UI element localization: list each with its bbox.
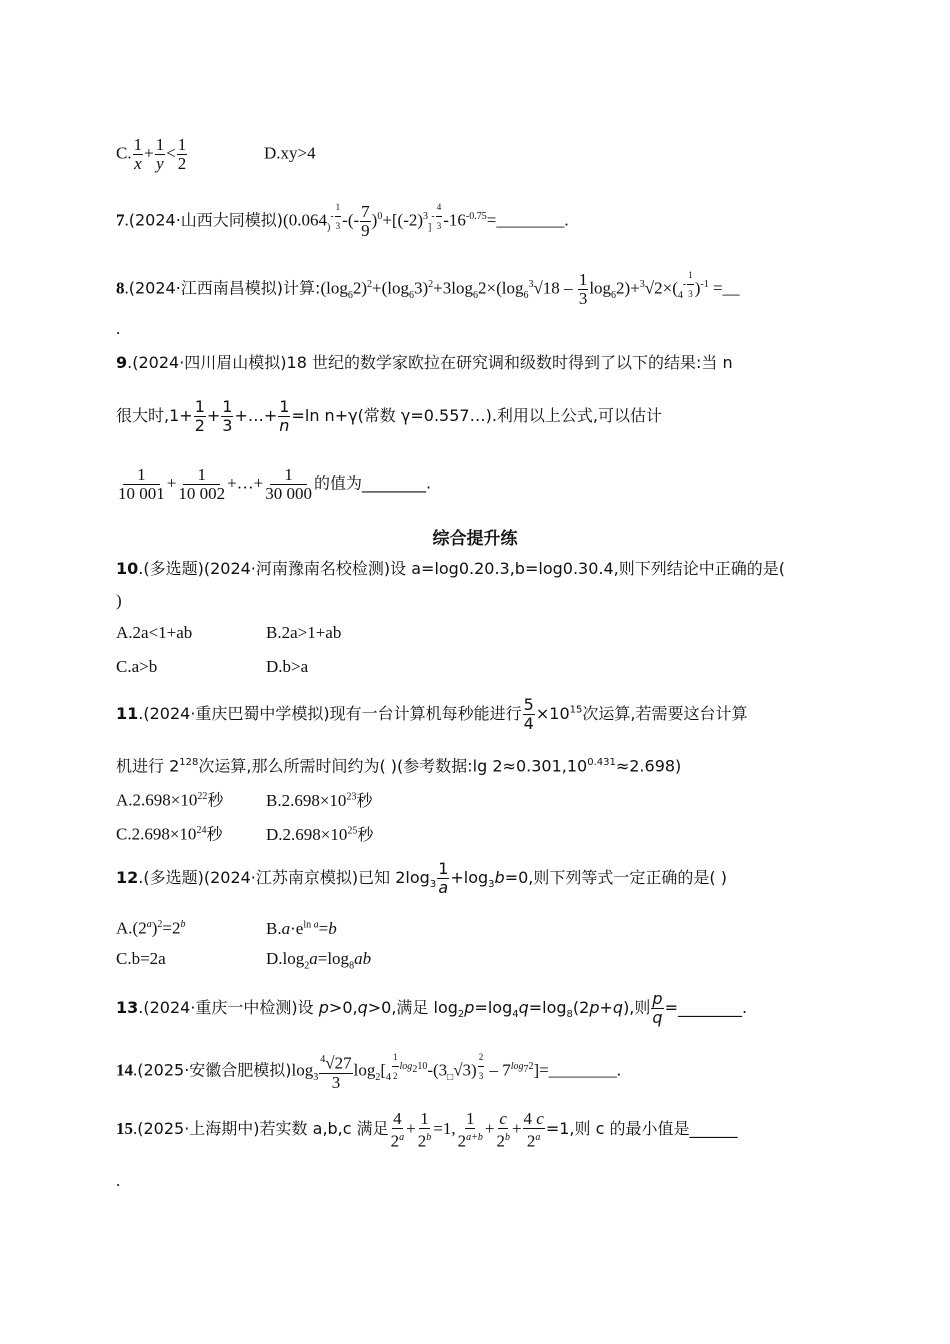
q11-text2b: 次运算,那么所需时间约为( )(参考数据:lg 2≈0.301,10 — [198, 756, 588, 776]
q9-answer-blank: 的值为________. — [314, 473, 432, 493]
q12-option-a: $A.(2^a)^2=2^b$ — [116, 918, 186, 938]
q15-continuation: . — [116, 1171, 121, 1190]
q8-answer-blank: =__ — [713, 278, 740, 298]
q13-number: 13 — [116, 998, 139, 1017]
q15-number: 15 — [116, 1119, 133, 1139]
q9-text2b: =ln n+γ(常数 γ=0.557…).利用以上公式,可以估计 — [291, 406, 662, 425]
q15-text: 若实数 a,b,c 满足 — [259, 1119, 389, 1139]
q10-line: 10.(多选题)(2024·河南豫南名校检测)设 a=log0.20.3,b=log0.30.4,则下列结论中正确的是( — [116, 559, 785, 578]
q11-line1: 11.(2024·重庆巴蜀中学模拟)现有一台计算机每秒能进行 $\frac{5}{4}$ $\times 10^{15}$次运算,若需要这台计算 — [116, 695, 748, 733]
q10-continuation: ) — [116, 591, 122, 610]
q10-number: 10 — [116, 559, 139, 578]
q9-text1: 18 世纪的数学家欧拉在研究调和级数时得到了以下的结果:当 n — [286, 353, 733, 372]
q6-option-d: D.xy>4 — [264, 143, 316, 163]
section-title: 综合提升练 — [432, 529, 518, 549]
q10-option-a: A.2a<1+ab — [116, 623, 193, 642]
q11-option-d: $D.2.698\times 10^{25}$秒 — [266, 824, 374, 844]
q6-option-c-label: C. — [116, 143, 132, 163]
q14-number: 14 — [116, 1060, 133, 1080]
q11-number: 11 — [116, 704, 139, 723]
q12-source: (多选题)(2024·江苏南京模拟) — [143, 868, 359, 887]
q7-source: (2024·山西大同模拟) — [128, 210, 284, 230]
q15-source: (2025·上海期中) — [137, 1119, 260, 1139]
q13-answer-blank: =________. — [664, 998, 748, 1017]
q8-continuation: . — [116, 319, 121, 338]
q10-options-cd — [116, 656, 308, 678]
q9-denominator-1: 10 001 — [118, 484, 165, 503]
q11-options-cd — [116, 820, 373, 846]
q14-answer-blank: =________. — [539, 1060, 621, 1080]
q12-option-c: C.b=2a — [116, 949, 166, 968]
q14-source: (2025·安徽合肥模拟) — [137, 1060, 292, 1080]
q11-source: (2024·重庆巴蜀中学模拟) — [143, 704, 330, 723]
q8-number: 8 — [116, 278, 125, 298]
q11-option-c: $C.2.698\times 10^{24}$秒 — [116, 824, 223, 844]
q9-denominator-3: 30 000 — [265, 484, 313, 503]
q9-denominator-2: 10 002 — [178, 484, 226, 503]
q12-text: =0,则下列等式一定正确的是( ) — [504, 868, 727, 887]
q9-number: 9 — [116, 353, 128, 372]
q14-line: 14.(2025·安徽合肥模拟)$\log_3$ $\frac{^4√27}{3}$ $\log_2[_4$ $^{\frac{1}{2} log_210}-(3_□√3)$ $^{\frac{2}{3}}$ – $7^{log_72}]=\_\_\_\_\_\_\_\_$. — [116, 1048, 621, 1092]
q10-source: (多选题)(2024·河南豫南名校检测) — [143, 559, 391, 578]
q9-line2: 很大时,1+ $\frac{1}{2}$ + $\frac{1}{3}$ +…+ $\frac{1}{n}$ =ln n+γ(常数 γ=0.557…).利用以上公式,可以估计 — [116, 397, 662, 435]
q10-option-b: B.2a>1+ab — [266, 623, 342, 642]
q7-line: 7.(2024·山西大同模拟)($0.064_)^{- \frac{1}{3}}$ -(- $\frac{7}{9}$ )$^0+[(-2)^3_]^{- \frac{4}{3}}$ $-16^{-0.75}=\_\_\_\_\_\_\_\_$. — [116, 198, 569, 240]
q6-options: C. $\frac{1}{x}$ + $\frac{1}{y}$ < $\frac{1}{2}$ D.xy>4 — [116, 135, 316, 173]
q9-source: (2024·四川眉山模拟) — [132, 353, 287, 372]
q11-options-ab — [116, 786, 372, 812]
q8-source: (2024·江西南昌模拟) — [128, 278, 284, 298]
q10-option-c: C.a>b — [116, 657, 158, 676]
q10-option-d: D.b>a — [266, 657, 309, 676]
q10-options-ab — [116, 622, 341, 644]
q12-number: 12 — [116, 868, 139, 887]
q12-option-b: $B.a\cdot e^{ln a}=b$ — [266, 918, 337, 938]
q13-line: 13.(2024·重庆一中检测)设 p>0,q>0,满足 $\log_2p=\log_4q=\log_8(2p+q)$,则 $\frac{p}{q}$ =________. — [116, 989, 748, 1027]
q11-line2: 机进行 $2^{128}$次运算,那么所需时间约为( )(参考数据:lg $2\approx 0.301,10^{0.431}\approx 2.698$) — [116, 756, 682, 776]
q11-option-b: $B.2.698\times 10^{23}$秒 — [266, 790, 373, 810]
q13-source: (2024·重庆一中检测) — [143, 998, 298, 1017]
q11-text1: 现有一台计算机每秒能进行 — [329, 704, 522, 723]
q7-number: 7 — [116, 210, 125, 230]
q11-option-a: $A.2.698\times 10^{22}$秒 — [116, 790, 224, 810]
q12-line: 12.(多选题)(2024·江苏南京模拟)已知 $2\log_3$ $\frac{1}{a}$ $+\log_3b=0$,则下列等式一定正确的是( ) — [116, 859, 727, 897]
q8-lead: 计算: — [283, 278, 321, 298]
q12-option-d: $D.\log_2a=\log_8ab$ — [266, 949, 372, 972]
q12-options-cd — [116, 948, 371, 977]
q11-text2: 机进行 2 — [116, 756, 180, 776]
q12-options-ab — [116, 914, 337, 940]
q9-text2a: 很大时,1+ — [116, 406, 193, 425]
q9-line1: 9.(2024·四川眉山模拟)18 世纪的数学家欧拉在研究调和级数时得到了以下的结果:当 n — [116, 353, 733, 372]
q8-line: 8.(2024·江西南昌模拟)计算$:(\log_62)^2+(\log_63)^2+3\log_62\times(\log_6^3√18$ – $\frac{1}{3}$ $\log_62)+^3√2\times(_4^{- \frac{1}{3}}$ )$^{-1}$ =__ — [116, 266, 740, 308]
q11-text1b: 次运算,若需要这台计算 — [582, 704, 748, 723]
q15-answer-blank: =1,则 c 的最小值是______ — [545, 1119, 738, 1139]
q9-line3: $\frac{1}{10 001}$ + $\frac{1}{10 002}$ +…+ $\frac{1}{30 000}$ 的值为________. — [118, 465, 432, 503]
q15-line: 15.(2025·上海期中)若实数 a,b,c 满足 $\frac{4}{2^a}$ + $\frac{1}{2^b}$ =1, $\frac{1}{2^{a+b}}$ + $\frac{c}{2^b}$ + $\frac{4 c}{2^a}$ =1,则 c 的最小值是______ — [116, 1109, 738, 1151]
q11-text2c: ≈2.698) — [615, 756, 682, 776]
q10-text: 设 a=log0.20.3,b=log0.30.4,则下列结论中正确的是( — [390, 559, 785, 578]
q7-answer-blank: =________. — [486, 210, 569, 230]
